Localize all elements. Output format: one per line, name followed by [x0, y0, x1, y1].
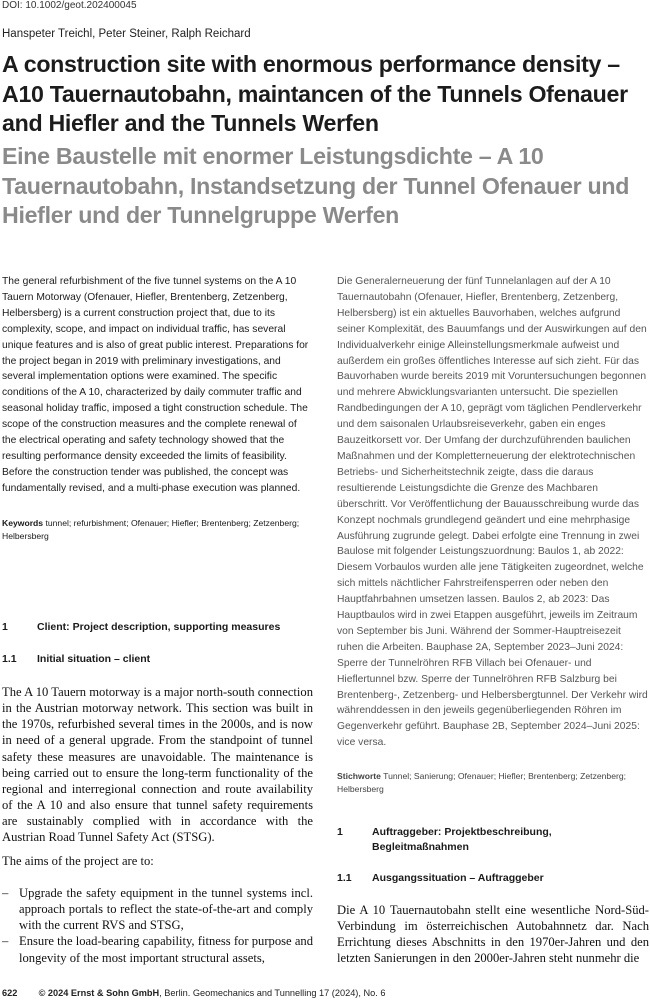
- journal-citation: , Berlin. Geomechanics and Tunnelling 17 (2024), No. 6: [159, 988, 386, 998]
- abstract-english: [2, 274, 312, 497]
- section-title: Auftraggeber: Projektbeschreibung, Begleitmaßnahmen: [372, 826, 552, 853]
- list-item-text: Ensure the load-bearing capability, fitness for purpose and longevity of the most important structural assets,: [19, 934, 313, 965]
- abstract-german-text: Die Generalerneuerung der fünf Tunnelanlagen auf der A 10 Tauernautobahn (Ofenauer, Hiefler, Brentenberg, Zetzenberg, Helbersberg) ist ein aktuelles Bauvorhaben, welches aufgrund seiner Komplexität, des Bauumfangs und der Auswirkungen auf den Individualverkehr einige Alleinstellungsmerkmale aufweist und außerdem ein großes öffentliches Interesse auf sich zieht. Für das Bauvorhaben wurde bereits 2019 mit Voruntersuchungen begonnen und mehrere Abwicklungsvarianten untersucht. Die speziellen Randbedingungen der A 10, geprägt vom täglichen Pendlerverkehr und dem saisonalen Urlaubsreiseverkehr, gaben ein enges Bauzeitkorsett vor. Der Umfang der durchzuführenden baulichen Maßnahmen und der Kompletterneuerung der elektrotechnischen Betriebs- und Sicherheitstechnik zeigte, dass die daraus resultierende Leistungsdichte die Grenze des Machbaren überschritt. Vor Veröffentlichung der Bauausschreibung wurde das Konzept nochmals grundlegend geändert und eine mehrphasige Ausführung zugrunde gelegt. Dabei erfolgte eine Trennung in zwei Baulose mit folgender Leistungszuordnung: Baulos 1, ab 2022: Diesem Vorbaulos wurden alle jene Tätigkeiten zugeordnet, welche sich mittels nächtlicher Fahrstreifensperren oder neben den Hauptfahrbahnen umsetzen lassen. Baulos 2, ab 2023: Das Hauptbaulos wird in zwei Etappen ausgeführt, jeweils im Zeitraum von September bis Juni. Während der Sommer-Hauptreisezeit ruhen die Arbeiten. Bauphase 2A, September 2023–Juni 2024: Sperre der Tunnelröhren RFB Villach bei Ofenauer- und Hieflertunnel bzw. Sperre der Tunnelröhren RFB Salzburg bei Brentenberg-, Zetzenberg- und Helbersbergtunnel. Der Verkehr wird währenddessen in den jeweils gegenüberliegenden Röhren im Gegenverkehr geführt. Bauphase 2B, September 2024–Juni 2025: vice versa.: [337, 276, 648, 749]
- page-number: 622: [2, 988, 18, 998]
- bullet-dash: –: [2, 934, 9, 949]
- section-number: 1.1: [337, 872, 352, 884]
- body-text-english: [2, 684, 313, 846]
- section-number: 1.1: [2, 653, 17, 665]
- list-item: [2, 885, 313, 933]
- aims-intro: The aims of the project are to:: [2, 854, 154, 868]
- keywords-text: tunnel; refurbishment; Ofenauer; Hiefler; Brentenberg; Zetzenberg; Helbersberg: [2, 518, 300, 541]
- keywords-text: Tunnel; Sanierung; Ofenauer; Hiefler; Brentenberg; Zetzenberg; Helbersberg: [337, 771, 627, 794]
- section-heading-1-1-de: [337, 872, 649, 884]
- aims-list: [2, 885, 313, 966]
- section-number: 1: [337, 826, 343, 838]
- section-number: 1: [2, 621, 8, 633]
- section-title: Client: Project description, supporting measures: [37, 621, 281, 633]
- section-title: Ausgangssituation – Auftraggeber: [372, 872, 544, 884]
- abstract-german: [337, 274, 650, 751]
- keywords-label: Keywords: [2, 518, 44, 528]
- body-paragraph: Die A 10 Tauernautobahn stellt eine wesentliche Nord-Süd-Verbindung im österreichischen Autobahnnetz dar. Nach Errichtung dieses Abschnitts in den 1970er-Jahren und den letzten Sanierungen in den 2000er-Jahren steht nunmehr die: [337, 903, 649, 966]
- section-heading-1-en: [2, 621, 314, 633]
- section-heading-1-de: [337, 825, 649, 855]
- body-paragraph: The A 10 Tauern motorway is a major north-south connection in the Austrian motorway network. This section was built in the 1970s, refurbished several times in the 2000s, and is now in need of a general upgrade. From the standpoint of tunnel safety these measures are unavoidable. The maintenance is being carried out to ensure the long-term functionality of the regional and interregional connection and route availability of the A 10 and also ensure that tunnel safety requirements are sustainably complied with in accordance with the Austrian Road Tunnel Safety Act (STSG).: [2, 685, 313, 845]
- body-text-german: [337, 902, 649, 967]
- keywords-label: Stichworte: [337, 771, 381, 781]
- authors: Hanspeter Treichl, Peter Steiner, Ralph Reichard: [2, 28, 251, 40]
- keywords-english: [2, 517, 314, 543]
- title-english: A construction site with enormous performance density – A10 Tauernautobahn, maintancen of the Tunnels Ofenauer and Hiefler and the Tunnels Werfen: [2, 51, 628, 136]
- doi: DOI: 10.1002/geot.202400045: [2, 0, 137, 11]
- page-footer: [2, 988, 650, 998]
- list-item: [2, 933, 313, 965]
- list-item-text: Upgrade the safety equipment in the tunnel systems incl. approach portals to reflect the state-of-the-art and comply with the current RVS and STSG,: [19, 886, 313, 933]
- keywords-german: [337, 770, 649, 796]
- section-heading-1-1-en: [2, 653, 314, 665]
- copyright: © 2024 Ernst & Sohn GmbH: [38, 988, 160, 998]
- bullet-dash: –: [2, 886, 9, 900]
- section-title: Initial situation – client: [37, 653, 151, 665]
- title-german: Eine Baustelle mit enormer Leistungsdichte – A 10 Tauernautobahn, Instandsetzung der Tunnel Ofenauer und Hiefler und der Tunnelgruppe Werfen: [2, 143, 630, 228]
- abstract-english-text: The general refurbishment of the five tunnel systems on the A 10 Tauern Motorway (Ofenauer, Hiefler, Brentenberg, Zetzenberg, Helbersberg) is a current construction project that, due to its complexity, scope, and impact on individual traffic, has several unique features and is also of great public interest. Preparations for the project began in 2019 with preliminary investigations, and several implementation options were examined. The specific conditions of the A 10, characterized by daily commuter traffic and seasonal holiday traffic, imposed a tight construction schedule. The scope of the construction measures and the complete renewal of the electrical operating and safety technology showed that the resulting performance density exceeded the limits of feasibility. Before the construction tender was published, the concept was fundamentally revised, and a multi-phase execution was planned.: [2, 276, 309, 494]
